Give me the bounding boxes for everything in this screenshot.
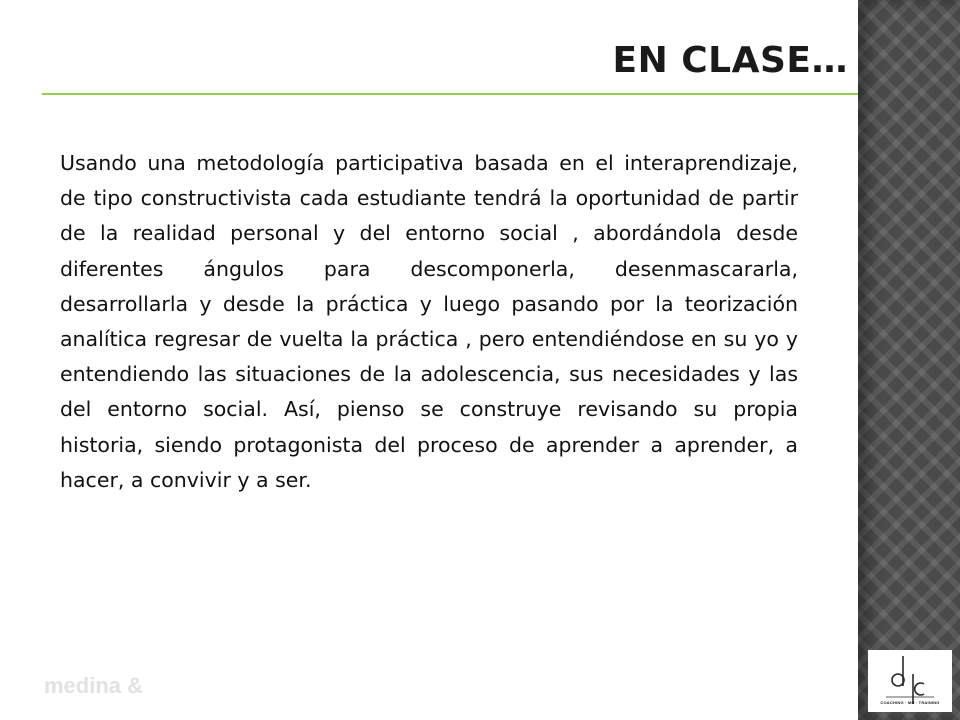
decorative-side-band <box>858 0 960 720</box>
slide-title: EN CLASE… <box>612 40 848 81</box>
slide-body-text: Usando una metodología participativa basada en el interaprendizaje, de tipo constructivista cada estudiante tendrá la oportunidad de partir de la realidad personal y del entorno social , abordándola desde diferentes ángulos para descomponerla, desenmascararla, desarrollarla y desde la práctica y luego pasando por la teorización analítica regresar de vuelta la práctica , pero entendiéndose en su yo y entendiendo las situaciones de la adolescencia, sus necesidades y las del entorno social. Así, pienso se construye revisando su propia historia, siendo protagonista del proceso de aprender a aprender, a hacer, a convivir y a ser. <box>60 151 798 492</box>
title-underline <box>42 93 858 95</box>
logo-tagline: COACHING · MH · TRAINING <box>880 700 940 705</box>
footer-watermark: medina & <box>44 673 144 698</box>
